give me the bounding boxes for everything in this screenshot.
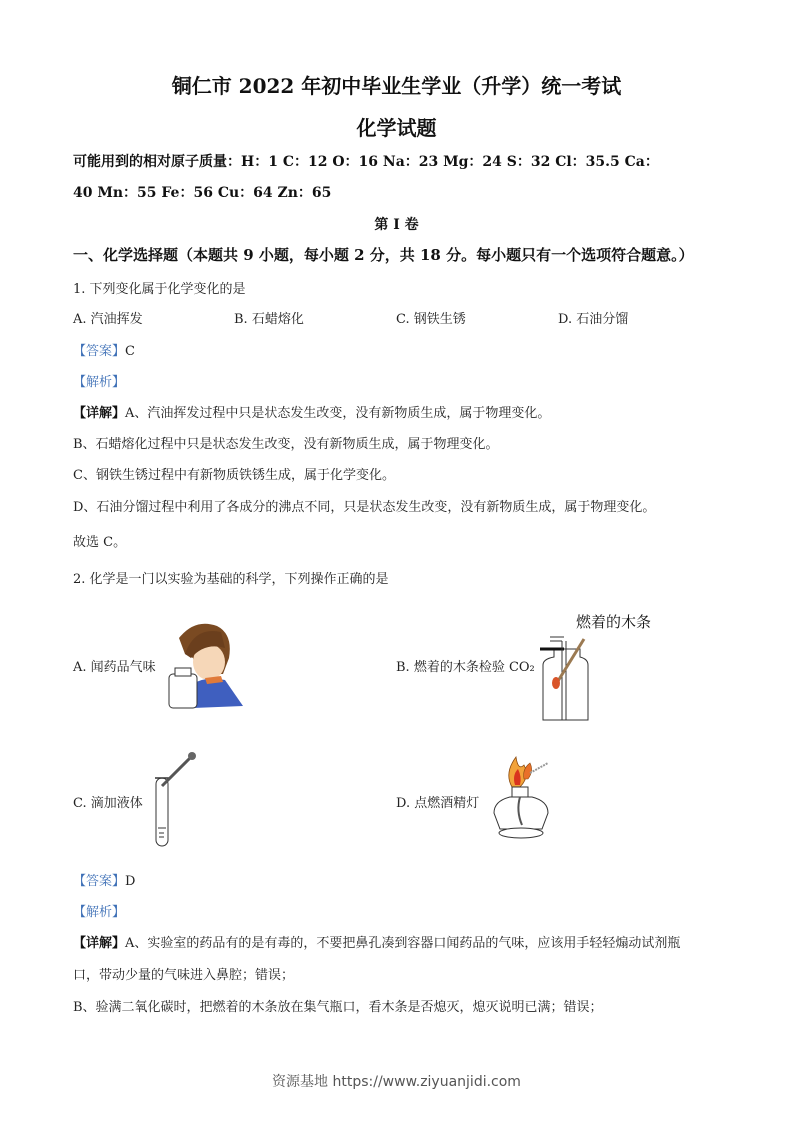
question-1-stem: 1. 下列变化属于化学变化的是 [73,282,246,297]
question-1-answer [73,340,135,359]
question-1-detail-line-3: C、钢铁生锈过程中有新物质铁锈生成，属于化学变化。 [73,468,395,483]
footer-watermark: 资源基地 https://www.ziyuanjidi.com [272,1074,521,1090]
section-heading: 一、化学选择题（本题共 9 小题，每小题 2 分，共 18 分。每小题只有一个选项符合题意。） [73,246,694,264]
question-1-option-d: D. 石油分馏 [558,312,629,327]
question-1-conclusion: 故选 C。 [73,535,127,550]
question-2-detail-line-1: 【详解】A、实验室的药品有的是有毒的，不要把鼻孔凑到容器口闻药品的气味，应该用手轻轻煽动试剂瓶 [73,936,681,951]
answer-label: 【答案】 [73,344,126,359]
question-1-option-b: B. 石蜡熔化 [234,312,304,327]
question-2-stem: 2. 化学是一门以实验为基础的科学，下列操作正确的是 [73,572,389,587]
figure-b-caption: 燃着的木条 [576,613,652,631]
volume-label: 第 I 卷 [374,217,419,233]
detail-label: 【详解】 [73,936,126,951]
question-2-option-c: C. 滴加液体 [73,796,143,811]
atomic-mass-line-1: 可能用到的相对原子质量：H：1 C：12 O：16 Na：23 Mg：24 S：32 Cl：35.5 Ca： [73,154,659,170]
question-2-answer [73,870,135,889]
question-1-option-c: C. 钢铁生锈 [396,312,466,327]
question-2-option-d: D. 点燃酒精灯 [396,796,480,811]
question-1-detail-line-2: B、石蜡熔化过程中只是状态发生改变，没有新物质生成，属于物理变化。 [73,437,499,452]
answer-value: C [125,344,135,359]
exam-subtitle: 化学试题 [356,116,437,140]
question-2-detail-line-3: B、验满二氧化碳时，把燃着的木条放在集气瓶口，看木条是否熄灭，熄灭说明已满；错误； [73,1000,603,1015]
question-1-detail-line-1: 【详解】A、汽油挥发过程中只是状态发生改变，没有新物质生成，属于物理变化。 [73,406,551,421]
alcohol-lamp-figure [490,755,570,843]
question-1-detail-line-4: D、石油分馏过程中利用了各成分的沸点不同，只是状态发生改变，没有新物质生成，属于物理变化。 [73,500,656,515]
atomic-mass-line-2: 40 Mn：55 Fe：56 Cu：64 Zn：65 [73,185,332,201]
gas-bottle-figure [540,635,600,725]
question-2-option-a: A. 闻药品气味 [73,660,156,675]
answer-label: 【答案】 [73,874,126,889]
question-1-option-a: A. 汽油挥发 [73,312,143,327]
question-2-detail-line-2: 口，带动少量的气味进入鼻腔；错误； [73,968,295,983]
question-1-analysis-label: 【解析】 [73,375,126,390]
question-2-analysis-label: 【解析】 [73,905,126,920]
exam-title: 铜仁市 2022 年初中毕业生学业（升学）统一考试 [171,74,622,98]
answer-value: D [125,874,136,889]
detail-label: 【详解】 [73,406,126,421]
question-2-option-b: B. 燃着的木条检验 CO₂ [396,660,535,675]
dropper-test-tube-figure [150,748,200,850]
smelling-chemical-figure [165,618,245,710]
